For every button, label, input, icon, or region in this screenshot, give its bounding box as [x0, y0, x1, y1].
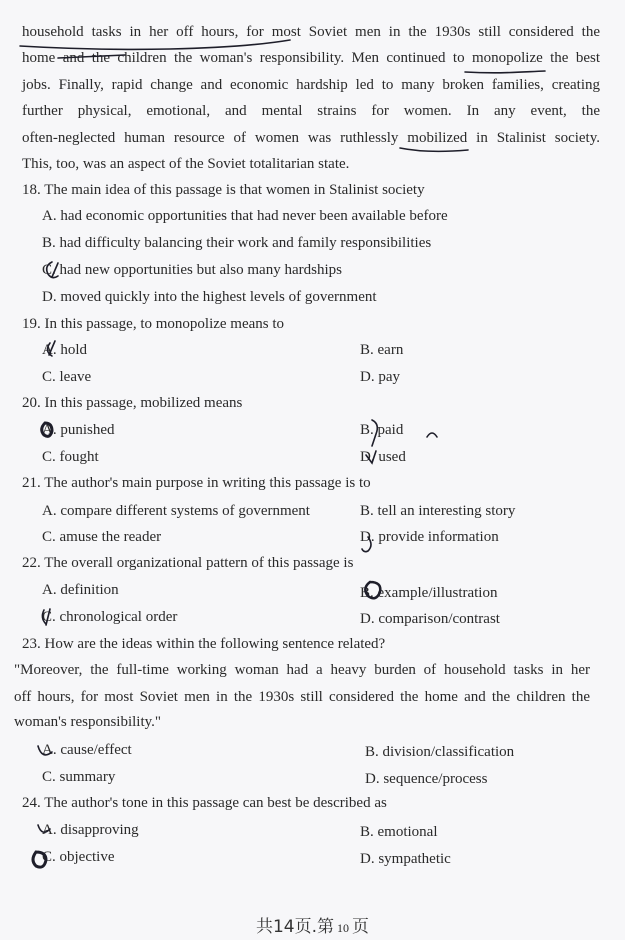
question-stem: 22. The overall organizational pattern of this passage is [22, 555, 354, 571]
option-b: B. earn [360, 342, 404, 358]
passage-line: This, too, was an aspect of the Soviet totalitarian state. [22, 156, 350, 172]
option-d: D. sequence/process [365, 771, 488, 787]
underline-mark [400, 148, 468, 151]
option-d: D. moved quickly into the highest levels of government [42, 289, 377, 305]
option-d: D. comparison/contrast [360, 611, 500, 627]
option-c: C. amuse the reader [42, 529, 162, 545]
option-a: A. punished [42, 422, 115, 438]
quote-line: woman's responsibility." [14, 714, 162, 730]
question-stem: 23. How are the ideas within the following sentence related? [22, 636, 386, 652]
option-b: B. division/classification [365, 744, 515, 760]
option-d: D. pay [360, 369, 400, 385]
passage-line: household tasks in her off hours, for most Soviet men in the 1930s still considered the [22, 24, 600, 40]
page-footer [0, 912, 625, 937]
option-a: A. compare different systems of government [42, 503, 310, 519]
option-c: C. fought [42, 449, 99, 465]
quote-line: "Moreover, the full-time working woman had a heavy burden of household tasks in her [14, 662, 590, 678]
option-b: B. tell an interesting story [360, 503, 516, 519]
question-stem: 18. The main idea of this passage is that women in Stalinist society [22, 182, 425, 198]
option-a: A. cause/effect [42, 742, 132, 758]
option-c: C. had new opportunities but also many hardships [42, 262, 342, 278]
page-number: 10 [337, 921, 350, 935]
option-b: B. example/illustration [360, 585, 498, 601]
question-stem: 24. The author's tone in this passage can best be described as [22, 795, 387, 811]
question-stem: 20. In this passage, mobilized means [22, 395, 243, 411]
option-c: C. objective [42, 849, 115, 865]
question-stem: 19. In this passage, to monopolize means to [22, 316, 285, 332]
option-d: D. sympathetic [360, 851, 451, 867]
option-b: B. emotional [360, 824, 438, 840]
caret-mark [427, 433, 437, 437]
option-b: B. paid [360, 422, 404, 438]
option-c: C. summary [42, 769, 116, 785]
quote-line: off hours, for most Soviet men in the 1930s still considered the home and the children the [14, 689, 590, 705]
handwritten-page-prefix: 共14页.第 [255, 917, 335, 937]
option-b: B. had difficulty balancing their work and family responsibilities [42, 235, 432, 251]
option-a: A. hold [42, 342, 87, 358]
option-d: D. provide information [360, 529, 499, 545]
underline-mark [20, 40, 290, 49]
passage-line: further physical, emotional, and mental strains for women. In any event, the [22, 103, 600, 119]
handwritten-page-suffix: 页 [352, 917, 370, 937]
underline-mark [465, 71, 545, 73]
passage-line: often-neglected human resource of women was ruthlessly mobilized in Stalinist society. [22, 130, 600, 146]
passage-line: jobs. Finally, rapid change and economic hardship led to many broken families, creating [22, 77, 600, 93]
option-c: C. chronological order [42, 609, 178, 625]
question-stem: 21. The author's main purpose in writing this passage is to [22, 475, 371, 491]
passage-line: home and the children the woman's responsibility. Men continued to monopolize the best [22, 50, 600, 66]
option-d: D. used [360, 449, 406, 465]
option-a: A. had economic opportunities that had never been available before [42, 208, 448, 224]
option-c: C. leave [42, 369, 92, 385]
option-a: A. definition [42, 582, 119, 598]
option-a: A. disapproving [42, 822, 139, 838]
